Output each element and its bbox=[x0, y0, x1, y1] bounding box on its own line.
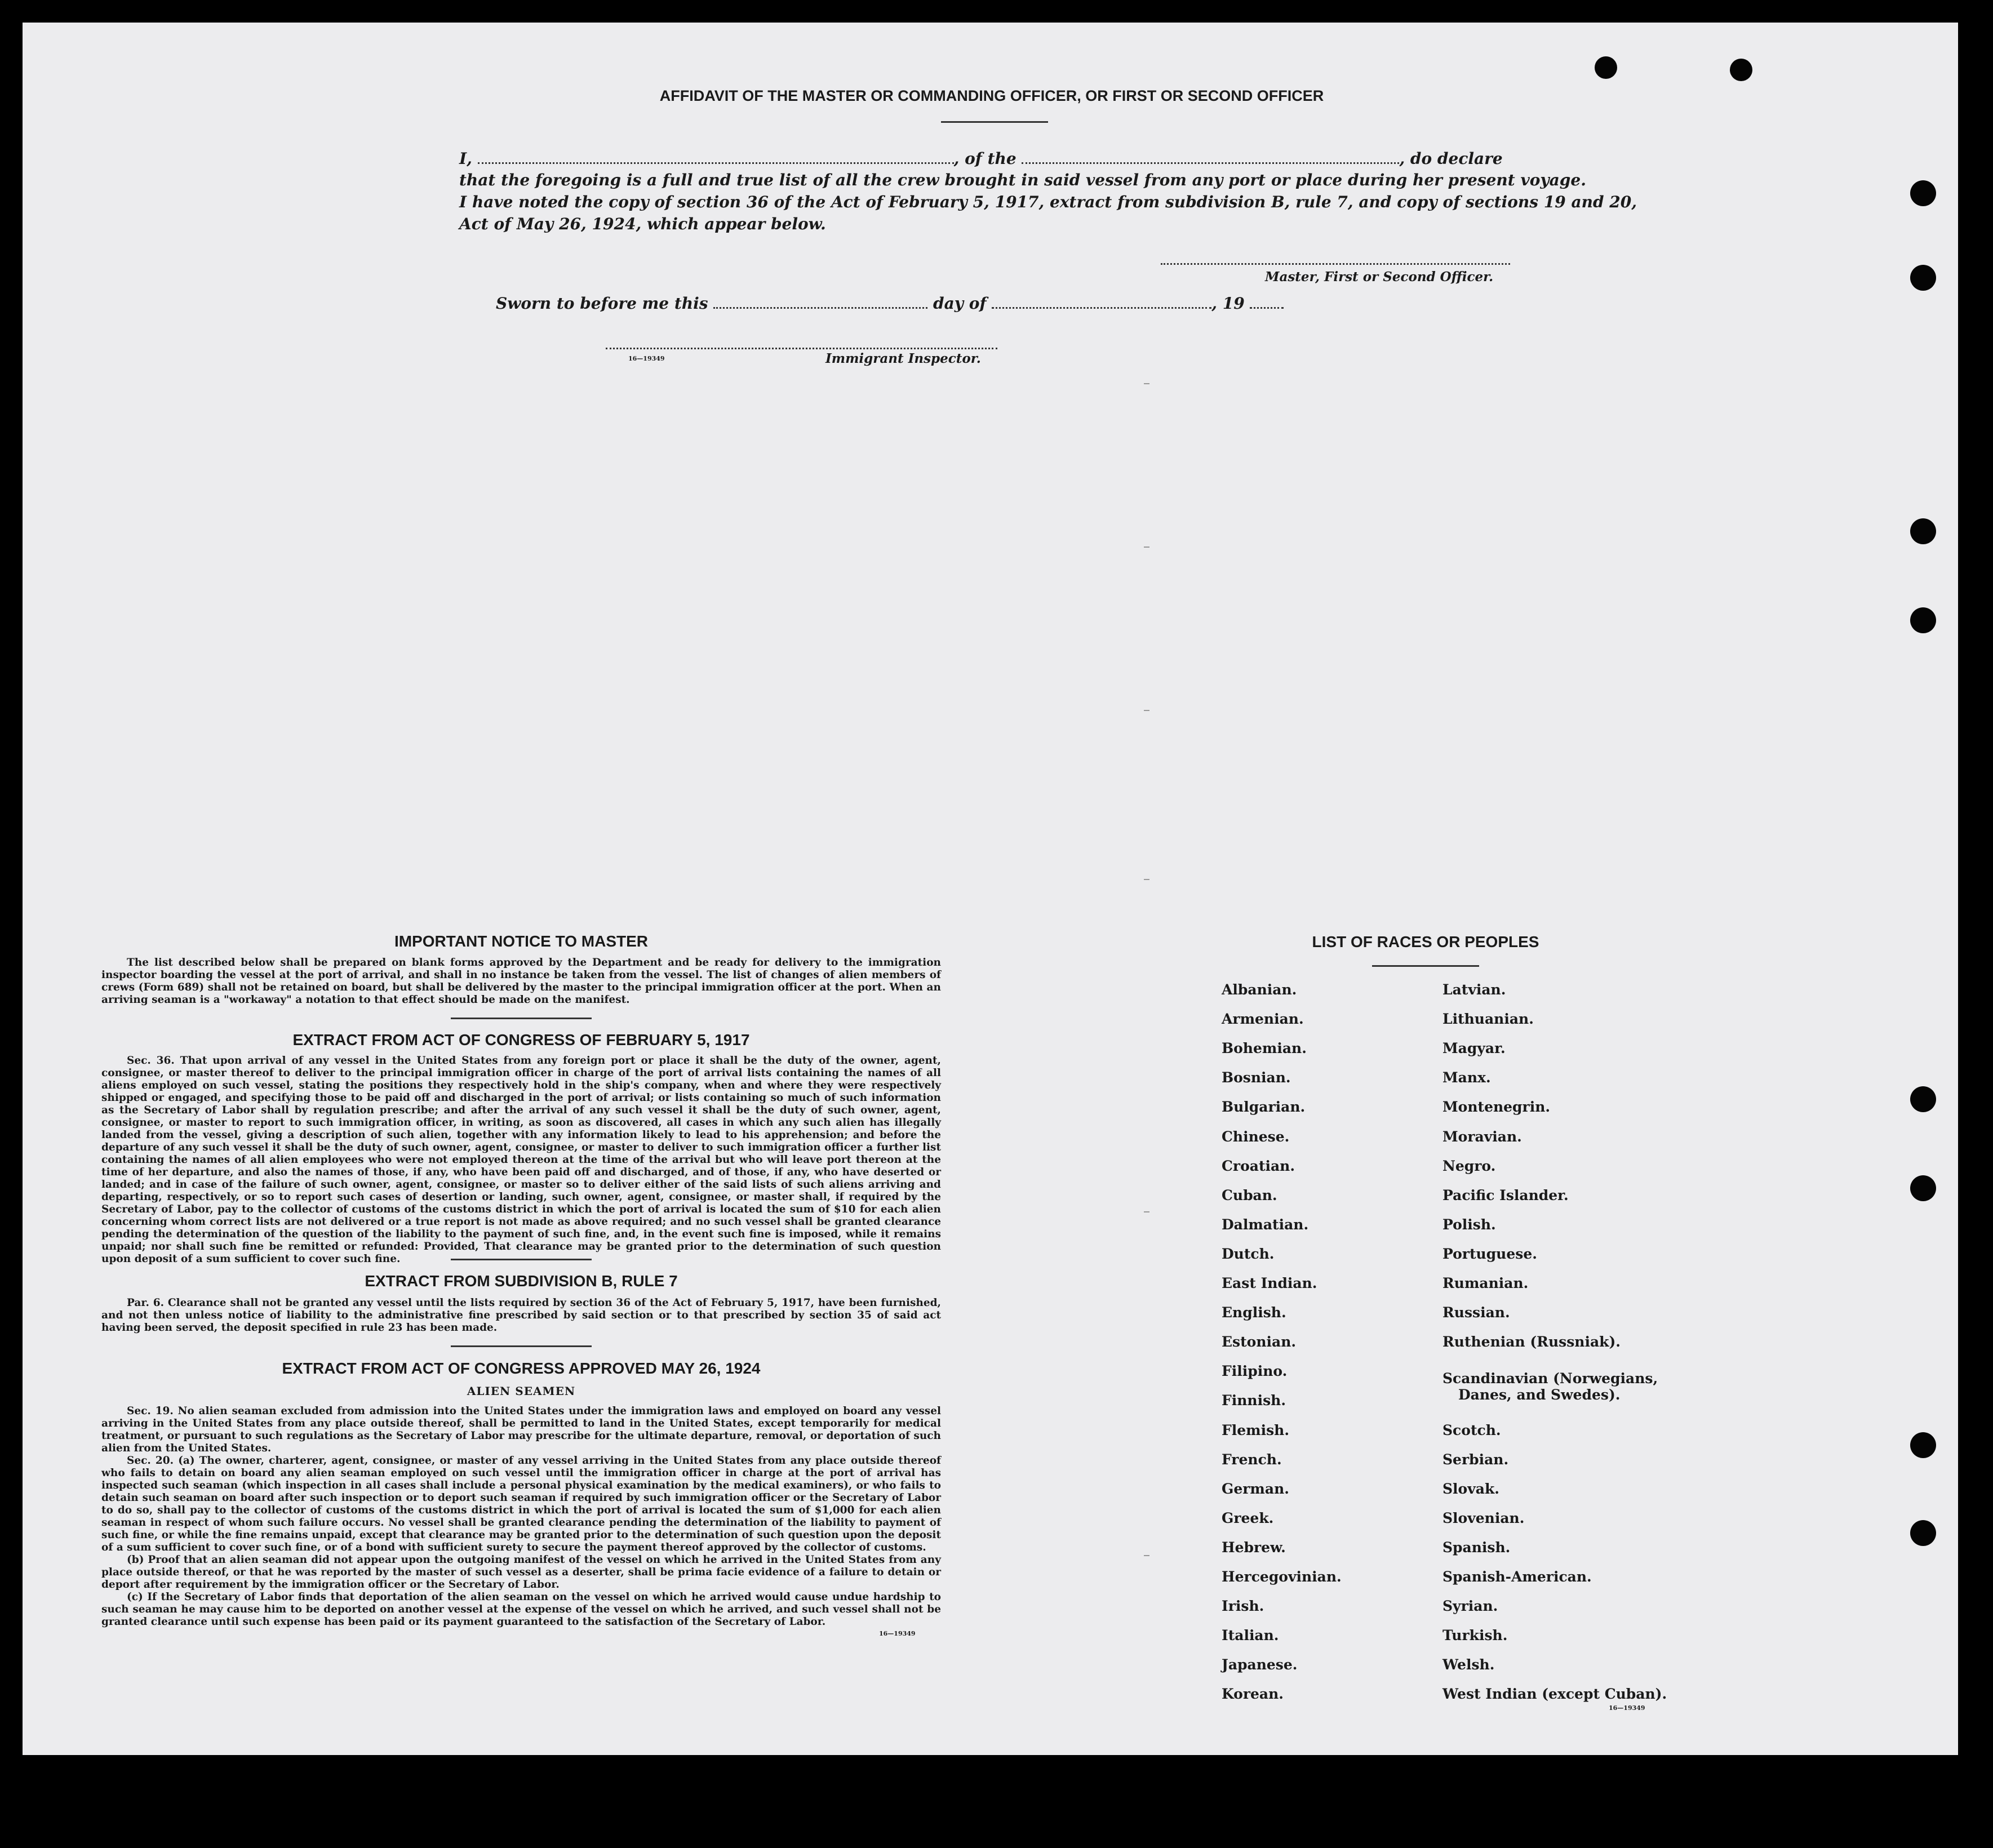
fold-tick bbox=[1144, 1211, 1149, 1212]
race-item: Bulgarian. bbox=[1222, 1099, 1306, 1116]
race-item: East Indian. bbox=[1222, 1275, 1317, 1291]
race-item: German. bbox=[1222, 1480, 1289, 1497]
punch-hole bbox=[1910, 1175, 1936, 1201]
inspector-signature-line[interactable] bbox=[606, 348, 997, 349]
extract-1917-title: EXTRACT FROM ACT OF CONGRESS OF FEBRUARY 5, 1917 bbox=[292, 1031, 750, 1049]
race-item: Pacific Islander. bbox=[1442, 1187, 1569, 1203]
race-item: Japanese. bbox=[1222, 1656, 1298, 1673]
race-item: Slovenian. bbox=[1442, 1509, 1525, 1526]
affidavit-line3: I have noted the copy of section 36 of the Act of February 5, 1917, extract from subdivision B, rule 7, and copy of sections 19 and 20, bbox=[459, 193, 1637, 211]
race-item: Dalmatian. bbox=[1222, 1216, 1309, 1233]
race-item: Filipino. bbox=[1222, 1363, 1288, 1380]
extract-1924-subtitle: ALIEN SEAMEN bbox=[467, 1384, 576, 1398]
race-item: Croatian. bbox=[1222, 1157, 1295, 1174]
race-item: Montenegrin. bbox=[1442, 1099, 1551, 1116]
section-rule bbox=[451, 1259, 592, 1260]
race-item: Albanian. bbox=[1222, 981, 1297, 998]
fold-tick bbox=[1144, 547, 1149, 548]
sworn-month-field[interactable] bbox=[992, 307, 1211, 309]
race-item: Portuguese. bbox=[1442, 1245, 1537, 1262]
notice-title: IMPORTANT NOTICE TO MASTER bbox=[394, 932, 649, 950]
affidavit-line4: Act of May 26, 1924, which appear below. bbox=[459, 215, 826, 233]
fold-tick bbox=[1144, 1555, 1149, 1556]
race-item: Chinese. bbox=[1222, 1128, 1290, 1145]
race-item: Welsh. bbox=[1442, 1656, 1495, 1673]
affidavit-form-number: 16—19349 bbox=[628, 355, 665, 362]
race-item: Spanish-American. bbox=[1442, 1569, 1592, 1585]
affidavit-of: , of the bbox=[953, 149, 1017, 168]
notice-body: The list described below shall be prepared on blank forms approved by the Department and be ready for delivery to the immigration inspector boarding the vessel at the port of arrival, and shall in no instance be taken from the vessel. The list of changes of alien members of crews (Form 689) shall not be retained on board, but shall be delivered by the master to the principal immigration officer at the port. When an arriving seaman is a "workaway" a notation to that effect should be made on the manifest. bbox=[101, 957, 941, 1006]
race-item: Scotch. bbox=[1442, 1421, 1501, 1438]
race-item: Latvian. bbox=[1442, 981, 1506, 998]
race-item: Bohemian. bbox=[1222, 1040, 1307, 1057]
affidavit-i: I, bbox=[459, 149, 472, 168]
extract-rule7-body: Par. 6. Clearance shall not be granted any vessel until the lists required by section 36 of the Act of February 5, 1917, have been furnished, and not then unless notice of liability to the administrative fine prescribed by said section or to that prescribed by section 35 of said act having been served, the deposit specified in rule 23 has been made. bbox=[101, 1297, 941, 1334]
extract-rule7-title: EXTRACT FROM SUBDIVISION B, RULE 7 bbox=[365, 1272, 678, 1290]
race-item: Manx. bbox=[1442, 1069, 1491, 1086]
race-item: Hercegovinian. bbox=[1222, 1569, 1342, 1585]
race-item: Syrian. bbox=[1442, 1598, 1498, 1615]
race-item: Estonian. bbox=[1222, 1334, 1297, 1351]
signature-label: Master, First or Second Officer. bbox=[1265, 269, 1494, 285]
punch-hole bbox=[1730, 59, 1752, 81]
section-rule bbox=[451, 1345, 592, 1347]
race-item: Dutch. bbox=[1222, 1245, 1275, 1262]
affidavit-line1 bbox=[459, 149, 1530, 168]
race-item: Hebrew. bbox=[1222, 1539, 1286, 1556]
race-item: Magyar. bbox=[1442, 1040, 1506, 1057]
extract-1924-sec20b: (b) Proof that an alien seaman did not appear upon the outgoing manifest of the vessel on which he arrived in the United States from any place outside thereof, or that he was reported by the master of such vessel as a deserter, shall be prima facie evidence of a failure to detain or deport after requirement by the immigration officer or the Secretary of Labor. bbox=[101, 1554, 941, 1591]
race-item: Spanish. bbox=[1442, 1539, 1511, 1556]
punch-hole bbox=[1595, 56, 1617, 79]
race-item: Russian. bbox=[1442, 1304, 1510, 1321]
race-item: English. bbox=[1222, 1304, 1286, 1321]
race-item: Danes, and Swedes). bbox=[1458, 1387, 1621, 1403]
race-item: Slovak. bbox=[1442, 1480, 1499, 1497]
race-item: Korean. bbox=[1222, 1686, 1284, 1703]
inspector-label: Immigrant Inspector. bbox=[825, 351, 981, 366]
race-item: Polish. bbox=[1442, 1216, 1496, 1233]
race-item: Scandinavian (Norwegians, bbox=[1442, 1370, 1658, 1387]
punch-hole bbox=[1910, 180, 1936, 206]
race-item: Flemish. bbox=[1222, 1421, 1290, 1438]
punch-hole bbox=[1910, 518, 1936, 544]
race-item: Cuban. bbox=[1222, 1187, 1277, 1203]
race-item: Irish. bbox=[1222, 1598, 1264, 1615]
fold-tick bbox=[1144, 710, 1149, 711]
affidavit-line2: that the foregoing is a full and true list of all the crew brought in said vessel from any port or place during her present voyage. bbox=[459, 171, 1586, 189]
sworn-day-label: day of bbox=[933, 294, 987, 313]
race-item: West Indian (except Cuban). bbox=[1442, 1686, 1667, 1703]
race-item: Serbian. bbox=[1442, 1451, 1509, 1468]
extract-1924-sec20c: (c) If the Secretary of Labor finds that deportation of the alien seaman on the vessel on which he arrived would cause undue hardship to such seaman he may cause him to be deported on another vessel at the expense of the vessel on which he arrived, and such vessel shall not be granted clearance until such expense has been paid or its payment guaranteed to the satisfaction of the Secretary of Labor. bbox=[101, 1591, 941, 1628]
punch-hole bbox=[1910, 607, 1936, 633]
race-item: French. bbox=[1222, 1451, 1282, 1468]
sworn-day-field[interactable] bbox=[713, 307, 927, 309]
punch-hole bbox=[1910, 265, 1936, 291]
race-item: Ruthenian (Russniak). bbox=[1442, 1334, 1621, 1351]
title-rule bbox=[941, 121, 1048, 123]
race-item: Italian. bbox=[1222, 1627, 1279, 1644]
name-field[interactable] bbox=[478, 162, 954, 164]
race-item: Armenian. bbox=[1222, 1011, 1304, 1028]
race-item: Turkish. bbox=[1442, 1627, 1508, 1644]
sworn-year-field[interactable] bbox=[1250, 307, 1284, 309]
extract-1917-body: Sec. 36. That upon arrival of any vessel in the United States from any foreign port or place it shall be the duty of the owner, agent, consignee, or master thereof to deliver to the principal immigration officer in charge of the port of arrival lists containing the names of all aliens employed on such vessel, stating the positions they respectively hold in the ship's company, when and where they were respectively shipped or engaged, and specifying those to be paid off and discharged in the port of arrival; or lists containing so much of such information as the Secretary of Labor shall by regulation prescribe; and after the arrival of any such vessel it shall be the duty of such owner, agent, consignee, or master to report to such immigration officer, in writing, as soon as discovered, all cases in which any such alien has illegally landed from the vessel, giving a description of such alien, together with any information likely to lead to his apprehension; and before the departure of any such vessel it shall be the duty of such owner, agent, consignee, or master to deliver to such immigration officer a further list containing the names of all alien employees who were not employed thereon at the time of the arrival but who will leave port thereon at the time of her departure, and also the names of those, if any, who have been paid off and discharged, and of those, if any, who have deserted or landed; and in case of the failure of such owner, agent, consignee, or master so to deliver either of the said lists of such aliens arriving and departing, respectively, or so to report such cases of desertion or landing, such owner, agent, consignee, or master shall, if required by the Secretary of Labor, pay to the collector of customs of the customs district in which the port of arrival is located the sum of $10 for each alien concerning whom correct lists are not delivered or a true report is not made as above required; and no such vessel shall be granted clearance pending the determination of the question of the liability to the payment of such fine, and, in the event such fine is imposed, while it remains unpaid; nor shall such fine be remitted or refunded: Provided, That clearance may be granted prior to the determination of such question upon deposit of a sum sufficient to cover such fine. bbox=[101, 1055, 941, 1265]
punch-hole bbox=[1910, 1432, 1936, 1458]
extract-form-number: 16—19349 bbox=[879, 1630, 916, 1637]
punch-hole bbox=[1910, 1086, 1936, 1112]
extract-1924-sec19: Sec. 19. No alien seaman excluded from admission into the United States under the immigration laws and employed on board any vessel arriving in the United States from any place outside thereof, shall be permitted to land in the United States, except temporarily for medical treatment, or pursuant to such regulations as the Secretary of Labor may prescribe for the ultimate departure, removal, or deportation of such alien from the United States. bbox=[101, 1405, 941, 1454]
races-title-rule bbox=[1372, 965, 1479, 967]
extract-1924-title: EXTRACT FROM ACT OF CONGRESS APPROVED MAY 26, 1924 bbox=[282, 1360, 761, 1377]
race-item: Moravian. bbox=[1442, 1128, 1522, 1145]
races-form-number: 16—19349 bbox=[1609, 1704, 1645, 1712]
sworn-line bbox=[496, 294, 1284, 313]
extract-1924-sec20a: Sec. 20. (a) The owner, charterer, agent, consignee, or master of any vessel arriving in the United States from any place outside thereof who fails to detain on board any alien seaman employed on such vessel until the immigration officer in charge at the port of arrival has inspected such seaman (which inspection in all cases shall include a personal physical examination by the medical examiners), or who fails to detain such seaman on board after such inspection or to deport such seaman if required by such immigration officer or the Secretary of Labor to do so, shall pay to the collector of customs of the customs district in which the port of arrival is located the sum of $1,000 for each alien seaman in respect of whom such failure occurs. No vessel shall be granted clearance pending the determination of the liability to payment of such fine, or while the fine remains unpaid, except that clearance may be granted prior to the determination of such question upon the deposit of a sum sufficient to cover such fine, or of a bond with sufficient surety to secure the payment thereof approved by the collector of customs. bbox=[101, 1455, 941, 1553]
section-rule bbox=[451, 1018, 592, 1019]
sworn-prefix: Sworn to before me this bbox=[496, 294, 708, 313]
race-item: Bosnian. bbox=[1222, 1069, 1291, 1086]
race-item: Negro. bbox=[1442, 1157, 1496, 1174]
signature-line[interactable] bbox=[1161, 263, 1510, 265]
race-item: Greek. bbox=[1222, 1509, 1274, 1526]
affidavit-title: AFFIDAVIT OF THE MASTER OR COMMANDING OFFICER, OR FIRST OR SECOND OFFICER bbox=[659, 87, 1324, 104]
race-item: Lithuanian. bbox=[1442, 1011, 1534, 1028]
fold-tick bbox=[1144, 383, 1149, 384]
affidavit-declare: , do declare bbox=[1399, 149, 1503, 168]
race-item: Rumanian. bbox=[1442, 1275, 1529, 1291]
punch-hole bbox=[1910, 1520, 1936, 1546]
races-title: LIST OF RACES OR PEOPLES bbox=[1312, 933, 1539, 950]
vessel-field[interactable] bbox=[1022, 162, 1399, 164]
fold-tick bbox=[1144, 879, 1149, 880]
sworn-year-label: , 19 bbox=[1211, 294, 1245, 313]
race-item: Finnish. bbox=[1222, 1392, 1286, 1409]
